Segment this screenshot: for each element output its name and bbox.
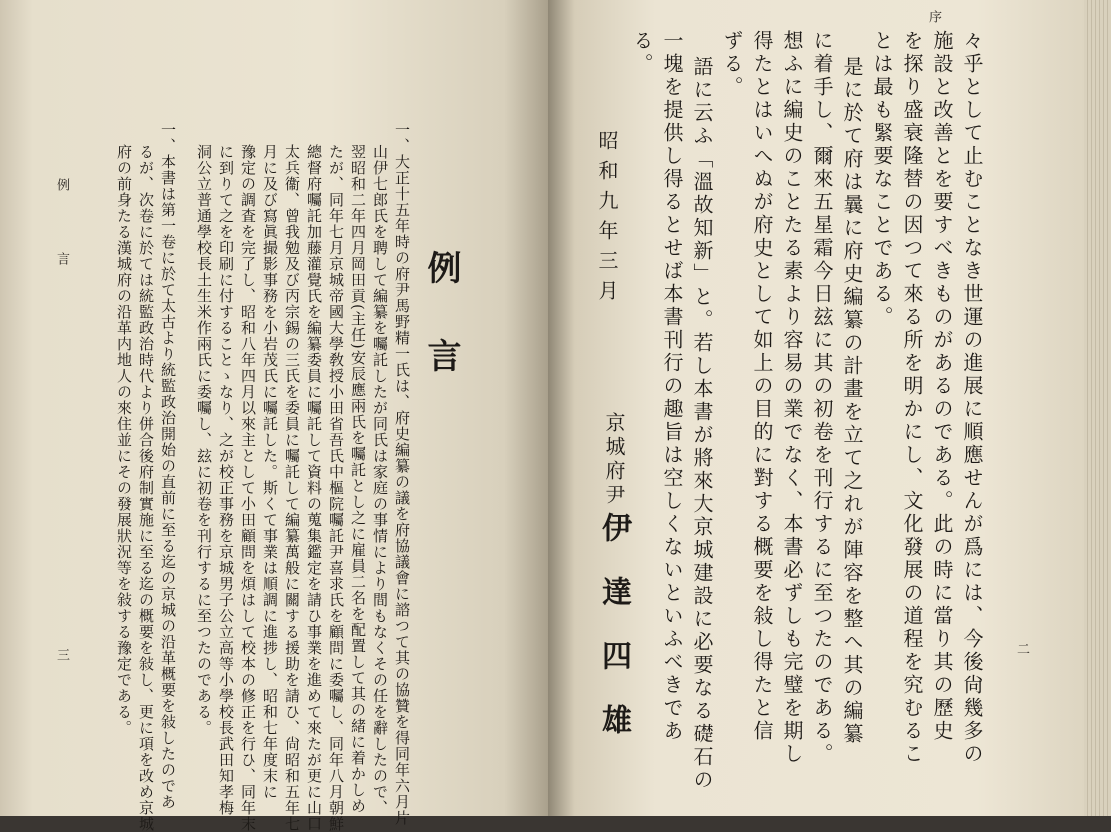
left-heading: 例言	[421, 250, 461, 426]
right-running-head: 序	[926, 10, 941, 23]
right-body-line-9: ずる。	[720, 30, 744, 99]
left-body-line-7: 月に及び寫眞撮影事務を小岩茂氏に囑託した。斯くて事業は順調に進捗し、昭和七年度末に	[261, 144, 279, 800]
right-body-line-8: 得たとはいへぬが府史として如上の目的に對する概要を敍し得たと信	[750, 30, 774, 743]
right-page	[548, 0, 1084, 816]
author-title: 京城府尹	[602, 412, 626, 508]
right-body-line-5: 是に於て府は曩に府史編纂の計畫を立て之れが陣容を整へ其の編纂	[840, 56, 864, 746]
preface-date: 昭和九年三月	[595, 130, 619, 310]
left-body-line-6: 太兵衞、曾我勉及び丙宗錫の三氏を委員に囑託して編纂萬般に關する援助を請ひ、尙昭和五年七	[283, 144, 301, 832]
right-body-line-12: る。	[630, 30, 654, 76]
right-body-line-1: 々乎として止むことなき世運の進展に順應せんが爲には、今後尙幾多の	[960, 30, 984, 766]
left-body-line-10: 洞公立普通學校長土生米作兩氏に委囑し、玆に初卷を刊行するに至つたのである。	[195, 144, 213, 736]
left-body-line-1: 一、大正十五年時の府尹馬野精一氏は、府史編纂の議を府協議會に諮つて其の協贊を得同年六月片	[393, 122, 411, 826]
right-page-number: 二	[1014, 642, 1029, 655]
left-body-line-4: たが、同年七月京城帝國大學敎授小田省吾氏中樞院囑託尹喜求氏を顧問に委囑し、同年八月朝鮮	[327, 144, 345, 832]
left-body-line-9: に到りて之を印刷に付することゝなり、之が校正事務を京城男子公立高等小學校長武田知孝梅	[217, 144, 235, 816]
right-body-line-3: を探り盛衰隆替の因つて來る所を明かにし、文化發展の道程を究むるこ	[900, 30, 924, 766]
left-page-number: 三	[54, 648, 69, 661]
left-body-line-12: るが、次卷に於ては統監政治時代より併合後府制實施に至る迄の概要を敍し、更に項を改め京城	[137, 144, 155, 832]
left-body-line-5: 總督府囑託加藤灌覺氏を編纂委員に囑託して資料の蒐集鑑定を請ひ事業を進めて來たが更に山口	[305, 144, 323, 832]
right-body-line-4: とは最も緊要なことである。	[870, 30, 894, 329]
author-name: 伊達四雄	[596, 512, 631, 768]
left-body-line-11: 一、本書は第一卷に於て太古より統監政治開始の直前に至る迄の京城の沿革概要を敍したのであ	[159, 122, 177, 810]
left-body-line-13: 府の前身たる漢城府の沿革内地人の來住並にその發展狀況等を敍する豫定である。	[115, 144, 133, 736]
left-body-line-8: 豫定の調査を完了し、昭和八年四月以來主として小田顧問を煩はして校本の修正を行ひ、同年末	[239, 144, 257, 832]
right-body-line-7: 想ふに編史のことたる素より容易の業でなく、本書必ずしも完璧を期し	[780, 30, 804, 766]
left-page	[0, 0, 548, 832]
left-running-head: 例 言	[54, 178, 69, 289]
book-page-edge	[1084, 0, 1111, 816]
right-body-line-6: に着手し、爾來五星霜今日玆に其の初卷を刊行するに至つたのである。	[810, 30, 834, 766]
left-body-line-2: 山伊七郎氏を聘して編纂を囑託したが同氏は家庭の事情により間もなくその任を辭したので、	[371, 144, 389, 816]
left-body-line-3: 翌昭和二年四月岡田貢(主任)安辰應兩氏を囑託とし之に雇員二名を配置して其の緒に着かしめ	[349, 144, 367, 814]
right-body-line-10: 語に云ふ「溫故知新」と。若し本書が將來大京城建設に必要なる礎石の	[690, 56, 714, 792]
right-body-line-2: 施設と改善とを要すべきものがあるのである。此の時に當り其の歷史	[930, 30, 954, 743]
right-body-line-11: 一塊を提供し得るとせば本書刊行の趣旨は空しくないといふべきであ	[660, 30, 684, 743]
